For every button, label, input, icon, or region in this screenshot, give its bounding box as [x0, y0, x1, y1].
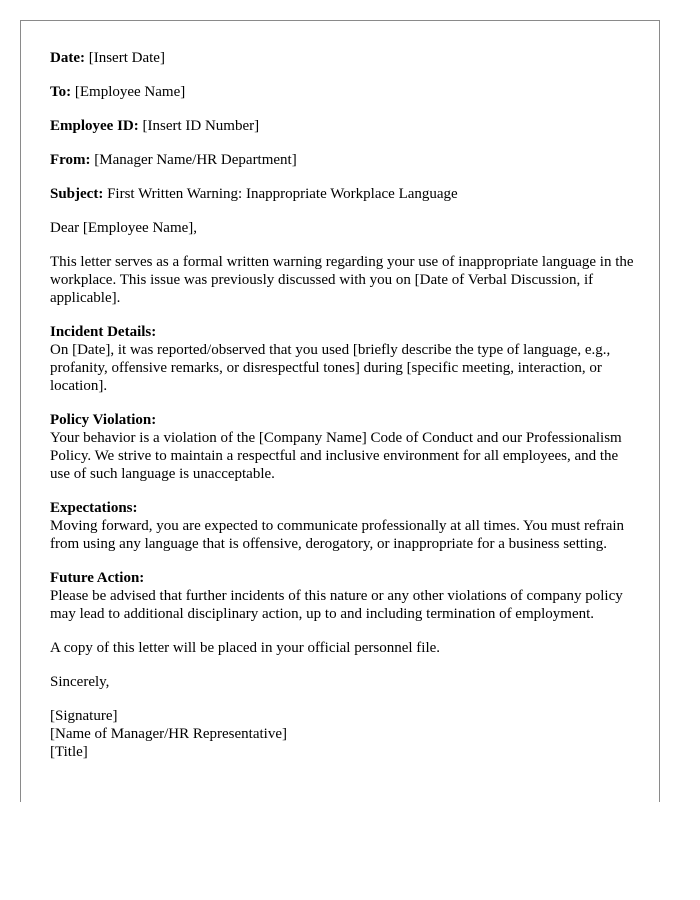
letter-page — [20, 20, 660, 802]
section-heading: Expectations: — [50, 500, 138, 516]
signer-name: [Name of Manager/HR Representative] — [50, 726, 287, 742]
section-expectations — [50, 499, 640, 553]
section-heading: Incident Details: — [50, 324, 157, 340]
signature-placeholder: [Signature] — [50, 708, 118, 724]
section-text: On [Date], it was reported/observed that you used [briefly describe the type of language, e.g., profanity, offensive remarks, or disrespectful tones] during [specific meeting, interaction, or location]. — [50, 342, 611, 394]
section-heading: Future Action: — [50, 570, 145, 586]
from-line — [50, 151, 640, 169]
file-note: A copy of this letter will be placed in your official personnel file. — [50, 640, 441, 656]
section-text: Moving forward, you are expected to communicate professionally at all times. You must refrain from using any language that is offensive, derogatory, or inappropriate for a business setting. — [50, 518, 625, 552]
section-future-action — [50, 569, 640, 623]
date-value: [Insert Date] — [88, 50, 165, 66]
to-line — [50, 83, 640, 101]
to-label: To: — [50, 84, 72, 100]
to-value: [Employee Name] — [74, 84, 186, 100]
subject-value: First Written Warning: Inappropriate Workplace Language — [107, 186, 458, 202]
intro-paragraph: This letter serves as a formal written warning regarding your use of inappropriate language in the workplace. This issue was previously discussed with you on [Date of Verbal Discussion, if applicable]. — [50, 254, 634, 306]
signer-title: [Title] — [50, 744, 88, 760]
section-incident-details — [50, 323, 640, 395]
from-value: [Manager Name/HR Department] — [94, 152, 297, 168]
salutation: Dear [Employee Name], — [50, 220, 198, 236]
section-policy-violation — [50, 411, 640, 483]
section-heading: Policy Violation: — [50, 412, 157, 428]
letter-content — [50, 49, 640, 761]
section-text: Your behavior is a violation of the [Company Name] Code of Conduct and our Professionalism Policy. We strive to maintain a respectful and inclusive environment for all employees, and the use of such language is unacceptable. — [50, 430, 622, 482]
date-line — [50, 49, 640, 67]
section-text: Please be advised that further incidents of this nature or any other violations of company policy may lead to additional disciplinary action, up to and including termination of employment. — [50, 588, 623, 622]
from-label: From: — [50, 152, 91, 168]
employee-id-line — [50, 117, 640, 135]
subject-label: Subject: — [50, 186, 104, 202]
employee-id-label: Employee ID: — [50, 118, 139, 134]
closing: Sincerely, — [50, 674, 110, 690]
employee-id-value: [Insert ID Number] — [142, 118, 260, 134]
signature-block — [50, 707, 640, 761]
subject-line — [50, 185, 640, 203]
date-label: Date: — [50, 50, 85, 66]
